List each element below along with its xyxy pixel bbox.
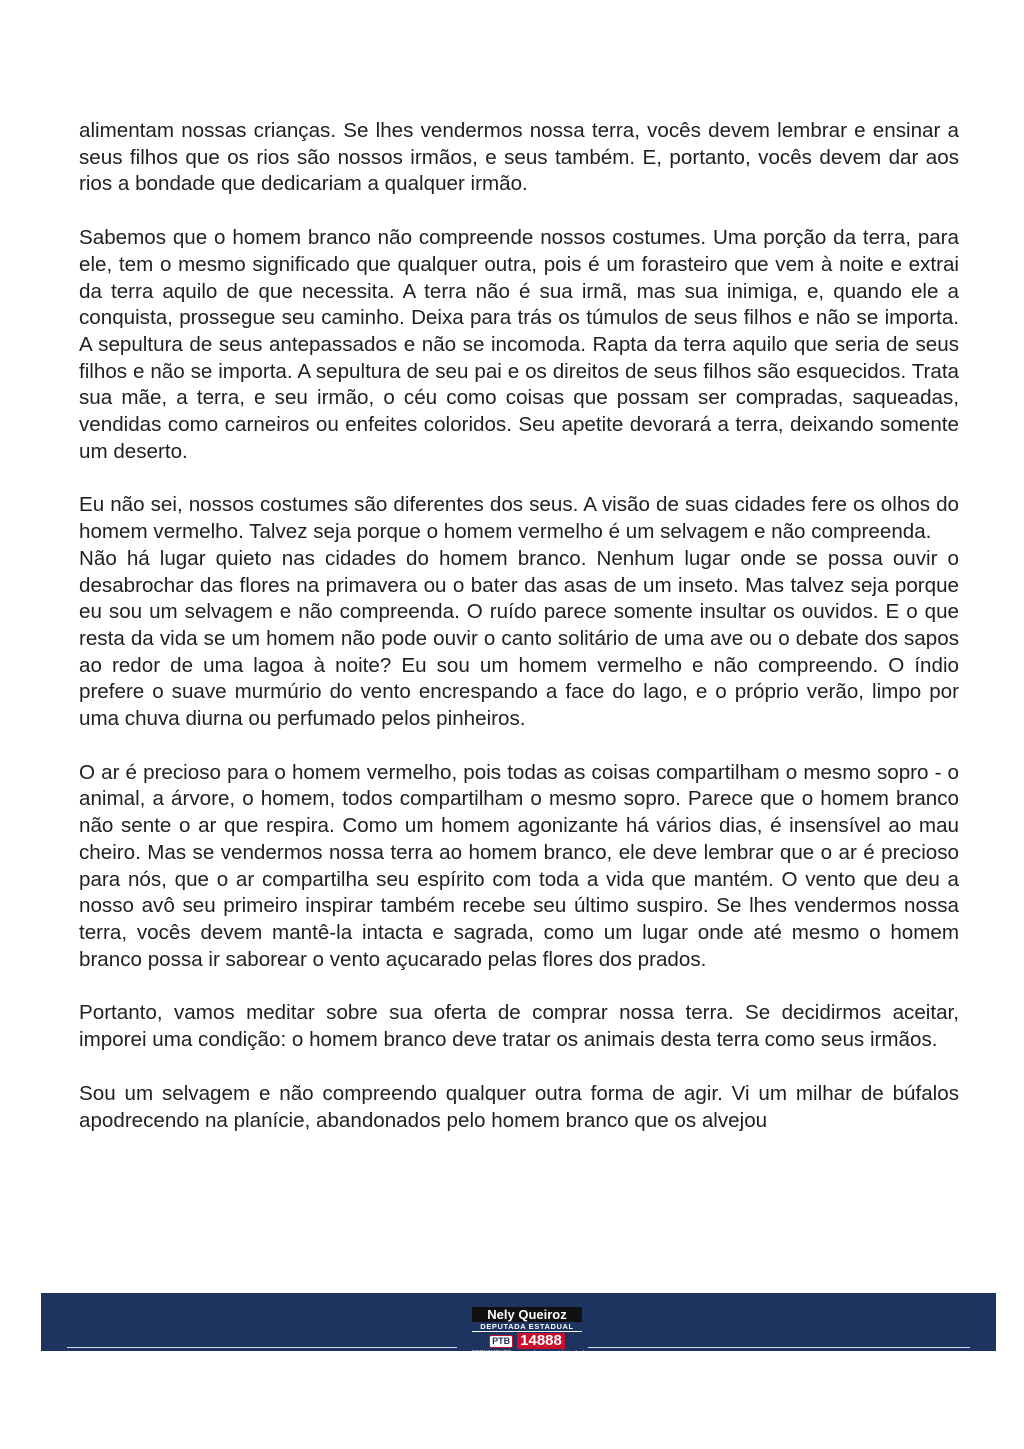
party-badge: PTB bbox=[489, 1335, 513, 1348]
paragraph-4: Não há lugar quieto nas cidades do homem branco. Nenhum lugar onde se possa ouvir o desabrochar das flores na primavera ou o bater das asas de um inseto. Mas talvez seja porque eu sou um selvagem e não compreenda. O ruído parece somente insultar os ouvidos. E o que resta da vida se um homem não pode ouvir o canto solitário de uma ave ou o debate dos sapos ao redor de uma lagoa à noite? Eu sou um homem vermelho e não compreendo. O índio prefere o suave murmúrio do vento encrespando a face do lago, e o próprio verão, limpo por uma chuva diurna ou perfumado pelos pinheiros. bbox=[79, 546, 959, 731]
paragraph-2: Sabemos que o homem branco não compreende nossos costumes. Uma porção da terra, para ele, tem o mesmo significado que qualquer outra, pois é um forasteiro que vem à noite e extrai da terra aquilo de que necessita. A terra não é sua irmã, mas sua inimiga, e, quando ele a conquista, prossegue seu caminho. Deixa para trás os túmulos de seus filhos e não se importa. A sepultura de seus antepassados e não se incomoda. Rapta da terra aquilo que seria de seus filhos e não se importa. A sepultura de seu pai e os direitos de seus filhos são esquecidos. Trata sua mãe, a terra, e seu irmão, o céu como coisas que possam ser compradas, saqueadas, vendidas como carneiros ou enfeites coloridos. Seu apetite devorará a terra, deixando somente um deserto. bbox=[79, 226, 959, 463]
campaign-slogan: PERNAMBUCO, pensando nossa vida juntos! bbox=[472, 1350, 585, 1356]
footer-divider-left bbox=[67, 1347, 457, 1348]
paragraph-5: O ar é precioso para o homem vermelho, pois todas as coisas compartilham o mesmo sopro - o animal, a árvore, o homem, todos compartilham o mesmo sopro. Parece que o homem branco não sente o ar que respira. Como um homem agonizante há vários dias, é insensível ao mau cheiro. Mas se vendermos nossa terra ao homem branco, ele deve lembrar que o ar é precioso para nós, que o ar compartilha seu espírito com toda a vida que mantém. O vento que deu a nosso avô seu primeiro inspirar também recebe seu último suspiro. Se lhes vendermos nossa terra, vocês devem mantê-la intacta e sagrada, como um lugar onde até mesmo o homem branco possa ir saborear o vento açucarado pelas flores dos prados. bbox=[79, 760, 959, 971]
paragraph-1: alimentam nossas crianças. Se lhes vendermos nossa terra, vocês devem lembrar e ensinar a seus filhos que os rios são nossos irmãos, e seus também. E, portanto, vocês devem dar aos rios a bondade que dedicariam a qualquer irmão. bbox=[79, 119, 959, 196]
candidate-number: 14888 bbox=[517, 1333, 565, 1349]
candidate-name: Nely Queiroz bbox=[472, 1307, 582, 1322]
footer-divider-right bbox=[588, 1347, 970, 1348]
paragraph-7: Sou um selvagem e não compreendo qualquer outra forma de agir. Vi um milhar de búfalos apodrecendo na planície, abandonados pelo homem branco que os alvejou bbox=[79, 1081, 959, 1132]
party-number-row bbox=[472, 1333, 582, 1349]
campaign-logo bbox=[472, 1307, 585, 1356]
paragraph-3: Eu não sei, nossos costumes são diferentes dos seus. A visão de suas cidades fere os olhos do homem vermelho. Talvez seja porque o homem vermelho é um selvagem e não compreenda. bbox=[79, 493, 959, 544]
paragraph-6: Portanto, vamos meditar sobre sua oferta de comprar nossa terra. Se decidirmos aceitar, imporei uma condição: o homem branco deve tratar os animais desta terra como seus irmãos. bbox=[79, 1001, 959, 1052]
document-body bbox=[79, 118, 959, 1161]
candidate-role: DEPUTADA ESTADUAL bbox=[472, 1322, 582, 1332]
